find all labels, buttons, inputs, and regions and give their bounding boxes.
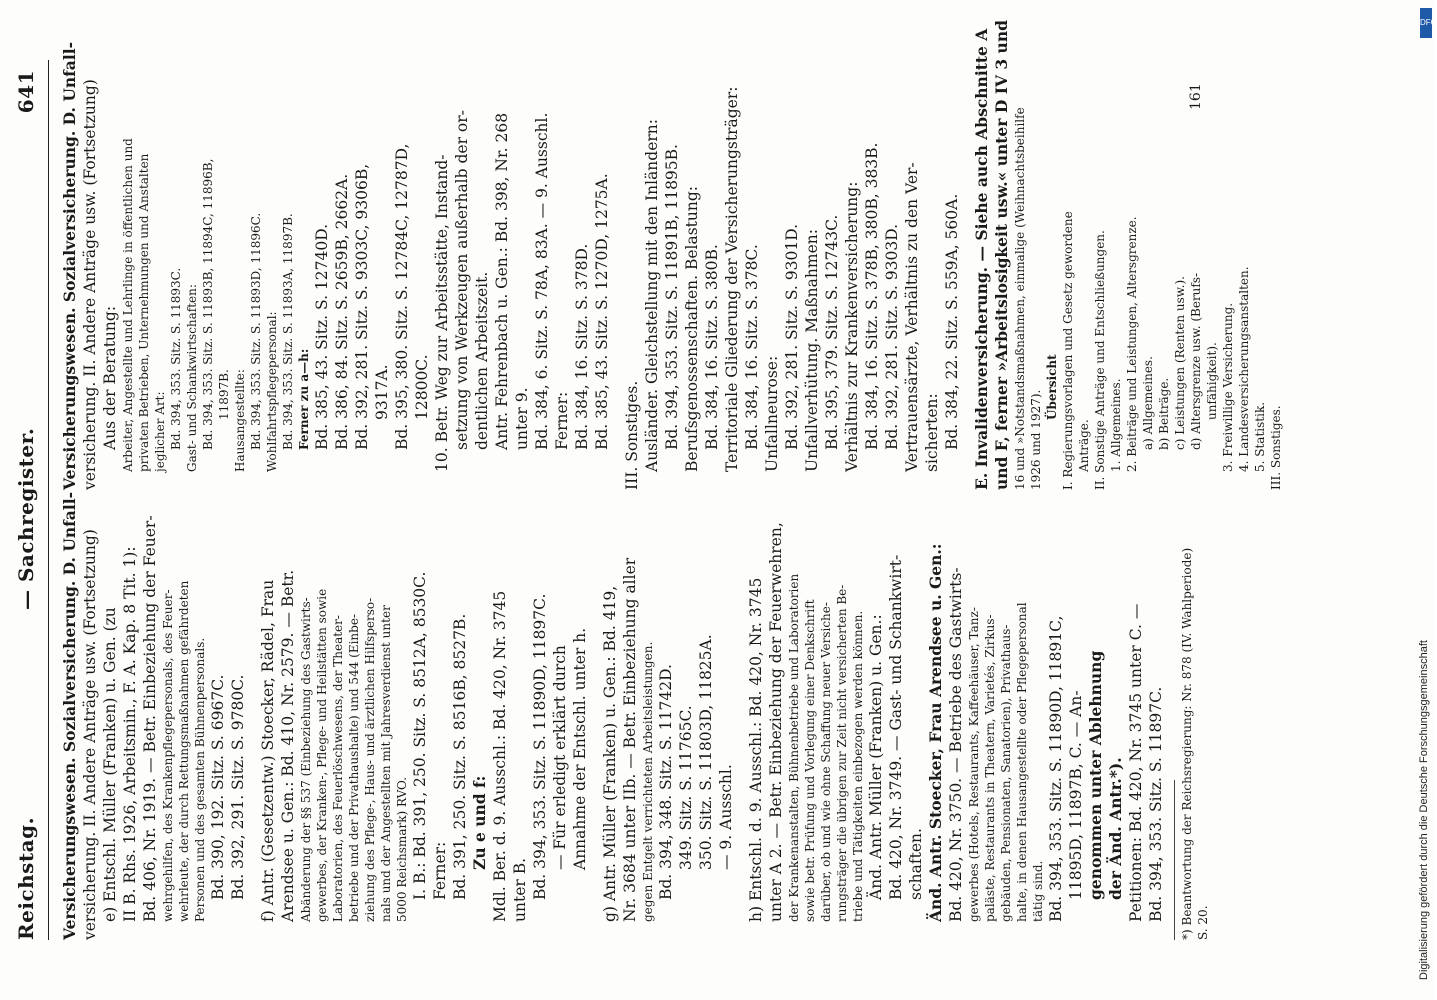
index-line: 3. Freiwillige Versicherung. [1221,302,1235,472]
index-line: Verhältnis zur Krankenversicherung: [843,181,861,472]
spacer [590,515,600,940]
header-center: — Sachregister. [14,427,38,610]
index-line: gegen Entgelt verrichteten Arbeitsleistungen. [641,641,655,922]
index-line: c) Leistungen (Renten usw.). [1173,276,1187,450]
index-line: Ferner: [431,841,449,900]
index-line: paläste, Restaurants in Theatern, Varietés, Zirkus- [983,614,997,922]
index-line: a) Allgemeines. [1141,356,1155,450]
header-left: Reichstag. [14,816,38,940]
index-line: Bd. 391, 250. Sitz. S. 8516B, 8527B. [451,613,469,900]
index-line: Bd. 384, 6. Sitz. S. 78A, 83A. — 9. Ausschl. [533,112,551,450]
footnote-rule [1174,780,1175,940]
index-line: 12800C. [413,354,431,420]
index-line: 10. Betr. Weg zur Arbeitsstätte, Instand- [433,154,451,472]
index-line: Bd. 406, Nr. 1919. — Betr. Einbeziehung der Feuer- [141,515,159,922]
index-line: Anträge. [1077,419,1091,472]
index-line: versicherung. II. Andere Anträge usw. (Fortsetzung) [81,529,99,940]
index-line: f) Antr. (Gesetzentw.) Stoecker, Rädel, Frau [259,579,277,922]
index-line: wehrleute, der durch Rettungsmaßnahmen gefährdeten [177,580,191,922]
index-line: Bd. 394, 353. Sitz. S. 11893B, 11894C, 11896B, [201,158,215,450]
index-line: schaften. [907,828,925,900]
index-line: Bd. 394, 353. Sitz. S. 11890D, 11891C, [1047,615,1065,922]
index-line: betriebe und der Privathaushalte) und 544 (Einbe- [347,614,361,922]
index-line: Unfallneurose: [763,355,781,472]
index-line: Bd. 384, 16. Sitz. S. 378C. [743,244,761,450]
spacer [612,65,622,490]
index-line: unter A 2. — Betr. Einbeziehung der Feuerwehren, [767,522,785,922]
index-line: Arendsee u. Gen.: Bd. 410, Nr. 2579. — Betr. [279,569,297,922]
index-line: Bd. 394, 353. Sitz. S. 11893A, 11897B. [281,213,295,450]
index-line: h) Entschl. d. 9. Ausschl.: Bd. 420, Nr. 3745 [747,577,765,922]
index-line: Bd. 392, 291. Sitz. S. 9780C. [229,674,247,900]
index-line: privaten Betrieben, Unternehmungen und Anstalten [137,153,151,472]
index-line: Antr. Fehrenbach u. Gen.: Bd. 398, Nr. 268 [493,112,511,450]
index-line: Bd. 420, Nr. 3750. — Betriebe des Gastwirts- [947,567,965,922]
index-line: Bd. 384, 16. Sitz. S. 380B. [703,244,721,450]
index-line: Bd. 394, 353. Sitz. S. 11893D, 11896C. [249,212,263,450]
index-line: Versicherungswesen. Sozialversicherung. D. Unfall- [60,491,79,940]
spacer [962,65,972,490]
index-line: Nr. 3684 unter IIb. — Betr. Einbeziehung aller [621,557,639,922]
index-line: gebäuden, Pensionaten, Sanatorien), Privathaus- [999,624,1013,922]
index-line: II B. Rhs. 1926, Arbeitsmin., F. A. Kap. 8 Tit. 1): [121,546,139,922]
dfg-logo-text: DFG [1420,18,1437,27]
index-line: Übersicht [1045,354,1059,420]
index-line: E. Invalidenversicherung. — Siehe auch Abschnitte A [972,28,991,490]
rotated-index-page [8,20,1378,940]
index-line: Mdl. Ber. d. 9. Ausschl.: Bd. 420, Nr. 3745 [491,590,509,922]
index-line: Laboratorien, des Feuerlöschwesens, der Theater- [331,615,345,922]
index-line: sowie betr. Prüfung und Vorlegung einer Denkschrift [803,599,817,922]
index-line: I. B.: Bd. 391, 250. Sitz. S. 8512A, 8530C. [411,571,429,900]
index-line: 5000 Reichsmark) RVO. [395,777,409,922]
running-header [8,60,49,940]
index-line: III. Sonstiges. [623,380,641,490]
index-line: b) Beiträge. [1157,377,1171,450]
index-line: rungsträger die übrigen zur Zeit nicht versicherten Be- [835,584,849,922]
index-line: Annahme der Entschl. unter h. [571,627,589,870]
index-line: Bd. 390, 192. Sitz. S. 6967C. [209,674,227,900]
index-line: II. Sonstige Anträge und Entschließungen. [1093,230,1107,490]
index-line: der Krankenanstalten, Bühnenbetriebe und Laboratorien [787,573,801,922]
index-line: versicherung. II. Andere Anträge usw. (Fortsetzung) [81,79,99,490]
footer-page-number: 161 [1188,83,1204,110]
index-line: 1926 und 1927). [1029,389,1043,490]
index-line: halte, in denen Hausangestellte oder Pflegepersonal [1015,602,1029,922]
index-line: gewerbes (Hotels, Restaurants, Kaffeehäuser, Tanz- [967,607,981,922]
index-line: Ausländer. Gleichstellung mit den Inländern: [643,119,661,472]
index-line: Änd. Antr. Stoecker, Frau Arendsee u. Gen.: [926,543,945,922]
digitization-sidebar [1418,10,1432,990]
index-line: Änd. Antr. Müller (Franken) u. Gen.: [867,614,885,900]
index-line: Wohlfahrtspflegepersonal: [265,311,279,472]
dfg-logo [1420,8,1437,38]
index-line: Bd. 386, 84. Sitz. S. 2659B, 2662A. [333,173,351,450]
left-column [60,491,1310,940]
index-line: 16 und »Notstandsmaßnahmen, einmalige (Weihnachtsbeihilfe [1013,107,1027,490]
digitization-credit: Digitalisierung gefördert durch die Deutsche Forschungsgemeinschaft [1418,640,1430,980]
index-line: Bd. 384, 16. Sitz. S. 378D. [573,243,591,450]
index-line: Berufsgenossenschaften. Belastung: [683,185,701,472]
index-line: Bd. 384, 16. Sitz. S. 378B, 380B, 383B. [863,142,881,450]
index-line: Bd. 420, Nr. 3749. — Gast- und Schankwirt- [887,554,905,900]
index-line: Petitionen: Bd. 420, Nr. 3745 unter C. — [1127,603,1145,922]
page-number: 641 [14,70,38,114]
index-line: Bd. 385, 43. Sitz. S. 1270D, 1275A. [593,173,611,450]
index-line: gewerbes, der Kranken-, Pflege- und Heilstätten sowie [315,588,329,922]
index-line: jeglicher Art: [153,391,167,472]
index-line: d) Altersgrenze usw. (Berufs- [1189,272,1203,450]
index-line: Bd. 394, 353. Sitz. S. 11897C. [1147,686,1165,922]
right-column [60,20,1310,490]
index-line: Bd. 394, 353. Sitz. S. 11890D, 11897C. [531,593,549,900]
index-line: *) Beantwortung der Reichsregierung: Nr. 878 (IV. Wahlperiode) [1180,547,1194,940]
spacer [248,515,258,940]
index-line: nals und der Angestellten mit Jahresverdienst unter [379,605,393,922]
index-line: Bd. 394, 353. Sitz. S. 11893C. [169,267,183,450]
index-line: S. 20. [1196,905,1210,940]
index-line: — 9. Ausschl. [717,764,735,870]
index-line: Bd. 385, 43. Sitz. S. 12740D. [313,223,331,450]
index-line: Ferner zu a—h: [297,348,311,450]
index-line: Bd. 392, 281. Sitz. S. 9303C, 9306B, [353,163,371,450]
index-line: dentlichen Arbeitszeit. [473,271,491,450]
index-line: Gast- und Schankwirtschaften: [185,284,199,472]
index-line: darüber, ob und wie ohne Schaffung neuer Versiche- [819,602,833,922]
index-line: Bd. 392, 281. Sitz. S. 9301D. [783,223,801,450]
index-line: unter 9. [513,387,531,450]
index-line: Bd. 395, 380. Sitz. S. 12784C, 12787D, [393,143,411,450]
index-line: 1. Allgemeines. [1109,378,1123,472]
index-line: Arbeiter, Angestellte und Lehrlinge in öffentlichen und [121,138,135,472]
index-line: und F, ferner »Arbeitslosigkeit usw.« unter D IV 3 und [992,20,1011,490]
index-line: 2. Beiträge und Leistungen, Altersgrenze. [1125,216,1139,472]
index-line: Bd. 394, 353. Sitz. S. 11891B, 11895B. [663,144,681,450]
index-line: 11895D, 11897B, C. — An- [1067,690,1085,900]
index-line: Aus der Beratung: [101,305,119,450]
index-line: 11897B. [217,369,231,420]
index-line: genommen unter Ablehnung [1086,650,1105,900]
index-line: 350. Sitz. S. 11803D, 11825A. [697,634,715,870]
index-line: Territoriale Gliederung der Versicherungsträger: [723,86,741,472]
index-line: triebe und Tätigkeiten einbezogen werden können. [851,610,865,922]
index-line: Bd. 394, 348. Sitz. S. 11742D. [657,664,675,900]
index-line: — Für erledigt erklärt durch [551,645,569,870]
index-line: I. Regierungsvorlagen und Gesetz gewordene [1061,211,1075,490]
index-line: Versicherungswesen. Sozialversicherung. D. Unfall- [60,41,79,490]
index-line: g) Antr. Müller (Franken) u. Gen.: Bd. 419, [601,585,619,922]
index-line: Bd. 395, 379. Sitz. S. 12743C. [823,214,841,450]
index-line: setzung von Werkzeugen außerhalb der or- [453,110,471,450]
index-line: Bd. 392, 281. Sitz. S. 9303D. [883,223,901,450]
index-line: Abänderung der §§ 537 (Einbeziehung des Gastwirts- [299,597,313,922]
index-line: Vertrauensärzte, Verhältnis zu den Ver- [903,162,921,472]
index-line: 4. Landesversicherungsanstalten. [1237,266,1251,472]
index-line: sicherten: [923,393,941,472]
index-line: Personen und des gesamten Bühnenpersonals. [193,637,207,922]
index-line: tätig sind. [1031,860,1045,922]
index-line: e) Entschl. Müller (Franken) u. Gen. (zu [101,607,119,922]
index-line: Unfallverhütung. Maßnahmen: [803,229,821,472]
index-line: unter B. [511,857,529,922]
spacer [736,515,746,940]
index-line: ziehung des Pflege-, Haus- und ärztlichen Hilfsperso- [363,597,377,922]
index-line: unfähigkeit). [1205,342,1219,420]
index-line: Hausangestellte: [233,369,247,472]
index-line: wehrgehilfen, des Krankenpflegepersonals, des Feuer- [161,589,175,922]
index-line: 5. Statistik. [1253,401,1267,472]
index-line: Ferner: [553,391,571,450]
index-line: 9317A. [373,364,391,420]
index-line: der Änd. Antr.*). [1106,757,1125,900]
index-line: III. Sonstiges. [1269,405,1283,490]
index-line: Bd. 384, 22. Sitz. S. 559A, 560A. [943,193,961,450]
index-line: 349. Sitz. S. 11765C. [677,705,695,870]
index-line: Zu e und f: [470,775,489,870]
